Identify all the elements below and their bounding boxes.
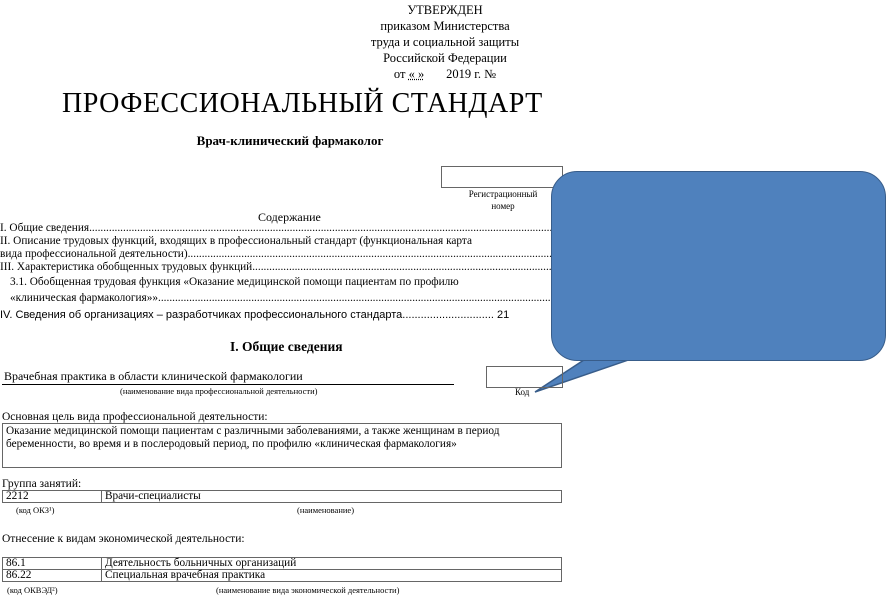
code-box[interactable]	[486, 366, 563, 388]
group-label: Группа занятий:	[2, 478, 82, 490]
date-suffix: 2019 г. №	[424, 67, 497, 81]
registration-number-label: Регистрационный номер	[468, 189, 538, 211]
group-code-caption: (код ОКЗ¹)	[16, 505, 55, 515]
code-label: Код	[515, 387, 530, 397]
approval-block	[330, 2, 560, 82]
toc-item-3-1-cont[interactable]: «клиническая фармакология»» .....	[0, 290, 560, 306]
goal-text-box: Оказание медицинской помощи пациентам с различными заболеваниями, а также женщинам в период беременности, во время и в послеродовый период, по профилю «клиническая фармакология»	[2, 423, 562, 468]
approval-line-3: труда и социальной защиты	[370, 35, 520, 49]
table-row	[3, 558, 562, 570]
toc-item-1[interactable]: I. Общие сведения .....	[0, 222, 560, 235]
econ-code-cell: 86.22	[3, 570, 102, 582]
activity-underline	[2, 384, 454, 385]
registration-number-box[interactable]	[441, 166, 563, 188]
table-row	[3, 491, 562, 503]
toc-item-2[interactable]: II. Описание трудовых функций, входящих в профессиональный стандарт (функциональная карта	[0, 235, 472, 247]
toc-item-3-1[interactable]: 3.1. Обобщенная трудовая функция «Оказание медицинской помощи пациентам по профилю	[10, 276, 459, 288]
econ-name-caption: (наименование вида экономической деятельности)	[216, 585, 400, 595]
callout-shape[interactable]	[551, 171, 886, 361]
toc-item-3[interactable]: III. Характеристика обобщенных трудовых функций .....	[0, 261, 560, 274]
toc-heading: Содержание	[258, 210, 321, 224]
group-name-caption: (наименование)	[297, 505, 355, 515]
econ-name-cell: Деятельность больничных организаций	[102, 558, 562, 570]
section-1-title: I. Общие сведения	[230, 339, 343, 354]
approval-line-2: приказом Министерства	[380, 19, 510, 33]
goal-label: Основная цель вида профессиональной деятельности:	[2, 411, 268, 423]
econ-table	[2, 557, 562, 582]
toc-item-4-page: 21	[497, 309, 510, 321]
toc-item-2-cont[interactable]: вида профессиональной деятельности) .....	[0, 248, 560, 261]
econ-label: Отнесение к видам экономической деятельности:	[2, 533, 245, 545]
table-row	[3, 570, 562, 582]
table-of-contents	[0, 222, 560, 322]
econ-code-caption: (код ОКВЭД²)	[7, 585, 58, 595]
toc-item-4[interactable]: IV. Сведения об организациях – разработчиках профессионального стандарта.............................. 21	[0, 309, 510, 321]
date-prefix: от	[393, 67, 409, 81]
activity-name: Врачебная практика в области клинической фармакологии	[4, 369, 303, 383]
group-table	[2, 490, 562, 503]
document-title: ПРОФЕССИОНАЛЬНЫЙ СТАНДАРТ	[62, 88, 543, 119]
group-code-cell: 2212	[3, 491, 102, 503]
econ-name-cell: Специальная врачебная практика	[102, 570, 562, 582]
date-field[interactable]: « »	[408, 67, 425, 81]
econ-code-cell: 86.1	[3, 558, 102, 570]
approval-date-line	[330, 66, 560, 82]
group-name-cell: Врачи-специалисты	[102, 491, 562, 503]
activity-caption: (наименование вида профессиональной деятельности)	[120, 386, 318, 396]
document-subtitle: Врач-клинический фармаколог	[196, 133, 384, 148]
approval-line-4: Российской Федерации	[383, 51, 507, 65]
approval-line-1: УТВЕРЖДЕН	[407, 3, 483, 17]
